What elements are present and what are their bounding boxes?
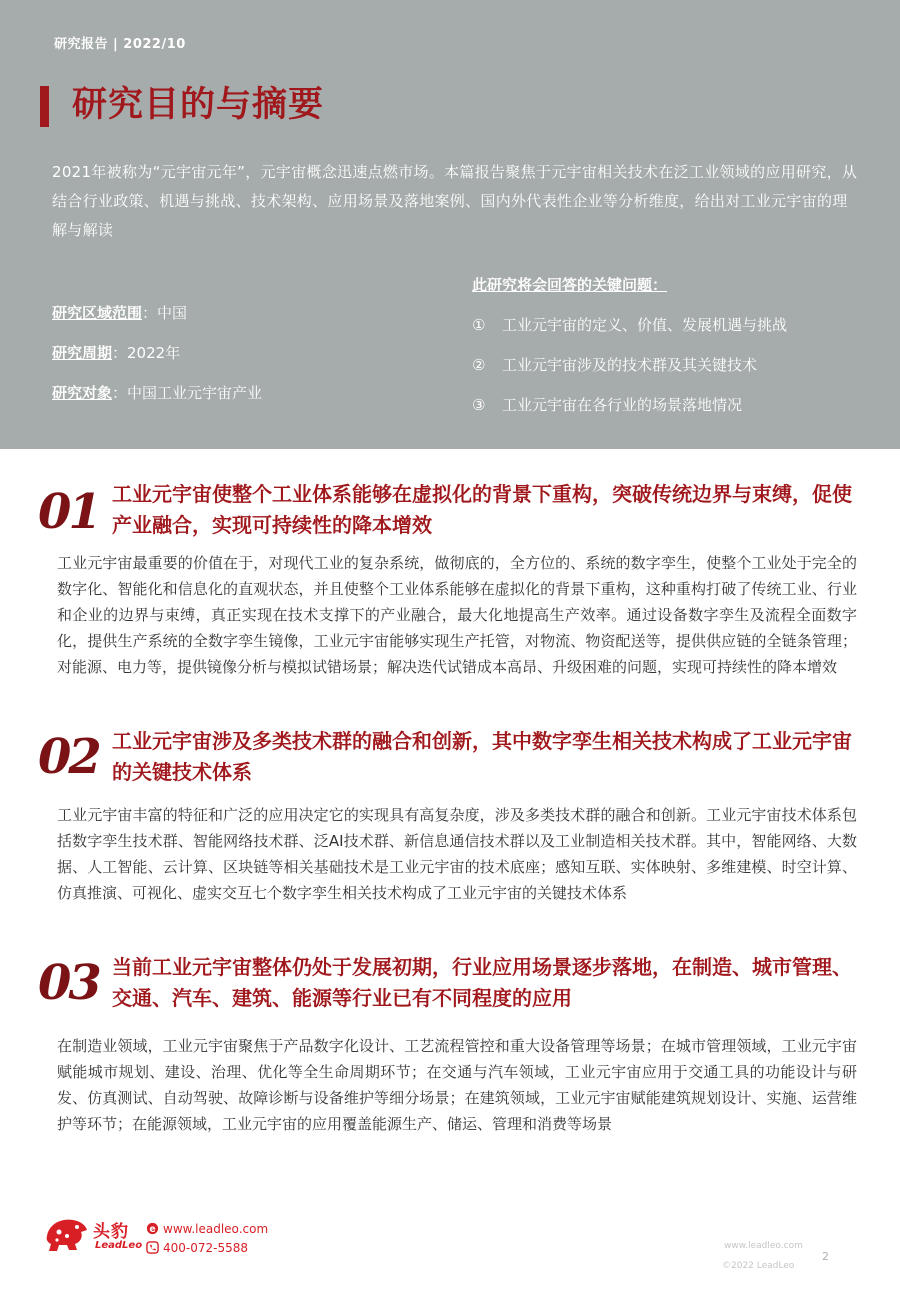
scope-row-region — [52, 300, 452, 340]
section-body: 工业元宇宙丰富的特征和广泛的应用决定它的实现具有高复杂度，涉及多类技术群的融合和创新。工业元宇宙技术体系包括数字孪生技术群、智能网络技术群、泛AI技术群、新信息通信技术群以及工业制造相关技术群。其中，智能网络、大数据、人工智能、云计算、区块链等相关基础技术是工业元宇宙的技术底座；感知互联、实体映射、多维建模、时空计算、仿真推演、可视化、虚实交互七个数字孪生相关技术构成了工业元宇宙的关键技术体系 — [57, 806, 857, 902]
question-text: 工业元宇宙涉及的技术群及其关键技术 — [502, 356, 758, 374]
scope-row-period — [52, 340, 452, 380]
section-number: 03 — [38, 955, 99, 1011]
scope-key: 研究周期 — [52, 344, 113, 362]
website-link[interactable]: www.leadleo.com — [163, 1221, 269, 1236]
leopard-logo-icon — [43, 1214, 89, 1254]
watermark-copyright: ©2022 LeadLeo — [722, 1261, 795, 1271]
question-text: 工业元宇宙的定义、价值、发展机遇与挑战 — [502, 316, 788, 334]
section-body: 在制造业领域，工业元宇宙聚焦于产品数字化设计、工艺流程管控和重大设备管理等场景；在城市管理领域，工业元宇宙赋能城市规划、建设、治理、优化等全生命周期环节；在交通与汽车领域，工业元宇宙应用于交通工具的功能设计与研发、仿真测试、自动驾驶、故障诊断与设备维护等细分场景；在建筑领域，工业元宇宙赋能建筑规划设计、实施、运营维护等环节；在能源领域，工业元宇宙的应用覆盖能源生产、储运、管理和消费等场景 — [57, 1037, 857, 1133]
page-title: 研究目的与摘要 — [72, 85, 325, 125]
phone-icon — [146, 1241, 159, 1254]
web-e-icon — [146, 1222, 159, 1235]
section-number: 01 — [38, 484, 99, 540]
scope-value: ：2022年 — [112, 344, 181, 362]
phone-number: 400-072-5588 — [163, 1240, 249, 1255]
key-questions — [472, 272, 872, 432]
section-heading: 工业元宇宙涉及多类技术群的融合和创新，其中数字孪生相关技术构成了工业元宇宙的关键技术体系 — [112, 729, 852, 784]
scope-value: ：中国 — [142, 304, 188, 322]
report-eyebrow: 研究报告 | 2022/10 — [54, 37, 186, 52]
phone-row — [146, 1238, 268, 1257]
scope-key: 研究区域范围 — [52, 304, 143, 322]
svg-text:e: e — [149, 1223, 156, 1235]
section-body: 工业元宇宙最重要的价值在于，对现代工业的复杂系统，做彻底的，全方位的、系统的数字孪生，使整个工业处于完全的数字化、智能化和信息化的直观状态，并且使整个工业体系能够在虚拟化的背景下重构，这种重构打破了传统工业、行业和企业的边界与束缚，真正实现在技术支撑下的产业融合，最大化地提高生产效率。通过设备数字孪生及流程全面数字化，提供生产系统的全数字孪生镜像，工业元宇宙能够实现生产托管，对物流、物资配送等，提供供应链的全链条管理；对能源、电力等，提供镜像分析与模拟试错场景；解决迭代试错成本高昂、升级困难的问题，实现可持续性的降本增效 — [57, 554, 857, 676]
brand-name-en: LeadLeo — [95, 1240, 143, 1251]
website-row — [146, 1219, 268, 1238]
question-item — [472, 392, 872, 432]
question-item — [472, 352, 872, 392]
scope-key: 研究对象 — [52, 384, 113, 402]
scope-value: ：中国工业元宇宙产业 — [112, 384, 263, 402]
section-heading: 工业元宇宙使整个工业体系能够在虚拟化的背景下重构，突破传统边界与束缚，促使产业融合，实现可持续性的降本增效 — [112, 482, 852, 537]
question-number: ② — [472, 356, 486, 374]
title-accent-bar — [40, 86, 49, 127]
question-text: 工业元宇宙在各行业的场景落地情况 — [502, 396, 743, 414]
question-number: ① — [472, 316, 486, 334]
page-number: 2 — [822, 1250, 829, 1263]
watermark-site: www.leadleo.com — [724, 1241, 803, 1251]
scope-row-object — [52, 380, 452, 420]
section-heading: 当前工业元宇宙整体仍处于发展初期，行业应用场景逐步落地，在制造、城市管理、交通、汽车、建筑、能源等行业已有不同程度的应用 — [112, 955, 852, 1010]
intro-paragraph: 2021年被称为“元宇宙元年”，元宇宙概念迅速点燃市场。本篇报告聚焦于元宇宙相关技术在泛工业领域的应用研究，从结合行业政策、机遇与挑战、技术架构、应用场景及落地案例、国内外代表性企业等分析维度，给出对工业元宇宙的理解与解读 — [52, 163, 858, 239]
question-number: ③ — [472, 396, 486, 414]
brand-name-cn: 头豹 — [93, 1222, 129, 1242]
research-scope — [52, 300, 452, 420]
section-number: 02 — [38, 729, 99, 785]
summary-banner — [0, 0, 900, 449]
key-questions-heading: 此研究将会回答的关键问题： — [472, 276, 668, 294]
question-item — [472, 312, 872, 352]
contact-info — [146, 1219, 268, 1257]
